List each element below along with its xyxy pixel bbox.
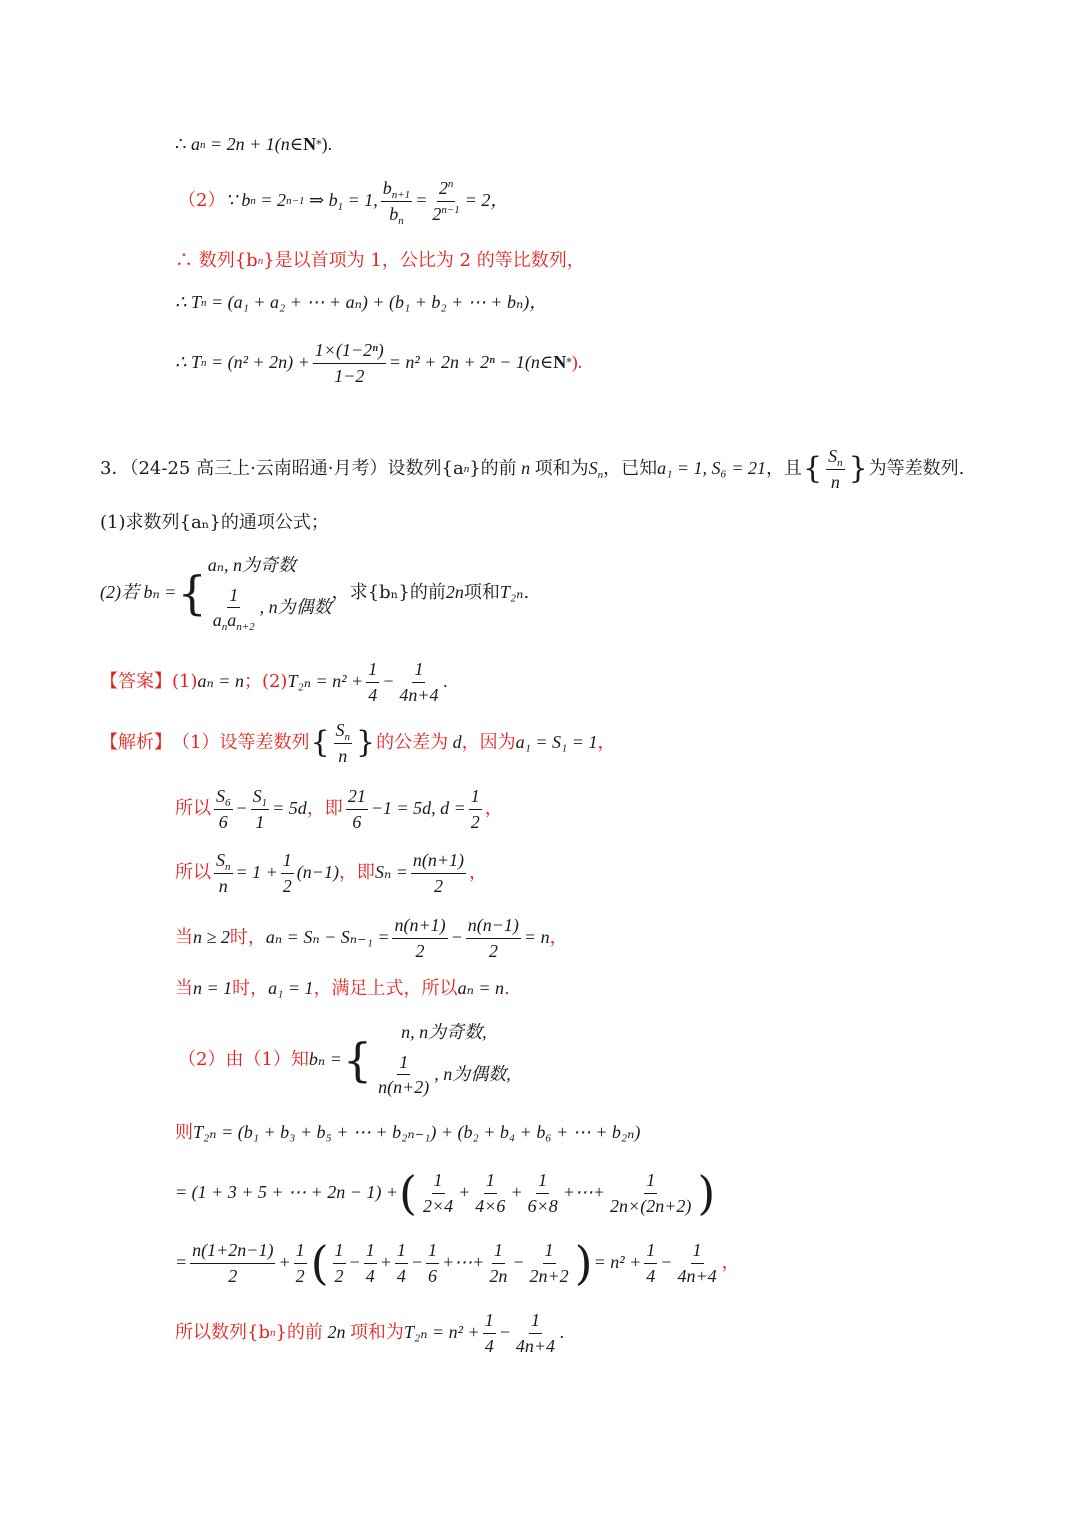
- analysis-conclusion-2: }的前: [275, 1322, 323, 1344]
- analysis-an-diff: aₙ = Sₙ − Sₙ₋₁ =: [265, 927, 390, 948]
- math-close-2: ).: [571, 352, 583, 373]
- analysis-line-3: 所以 $\frac{S_n}{n}$ = 1 + $\frac{1}{2}$ (n−1) ，即 Sₙ = $\frac{n(n+1)}{2}$ ，: [175, 850, 488, 896]
- analysis-T2n-split: T₂ₙ = (b₁ + b₃ + b₅ + ⋯ + b₂ₙ₋₁) + (b₂ + b₄ + b₆ + ⋯ + b₂ₙ): [193, 1122, 641, 1142]
- analysis-period: .: [504, 978, 510, 999]
- analysis-line-6: [178, 1022, 511, 1098]
- line-bn-ratio: （2） ∵ b n = 2 n−1 ⇒ $b_1 = 1$, $\frac{b_{n+1}}{b_n}$ = $\frac{2^n}{2^{n-1}}$ = 2，: [178, 178, 509, 227]
- analysis-line-10: 所以数列{b n }的前 2n 项和为 T₂ₙ = n² + $\frac{1}{4}$ − $\frac{1}{4n+4}$ .: [175, 1310, 565, 1356]
- line-geometric: ∴ 数列{b n }是以首项为 1，公比为 2 的等比数列，: [175, 250, 585, 271]
- analysis-5d: = 5d: [272, 798, 307, 819]
- case-even: , n为偶数: [259, 596, 332, 617]
- question-3-source: 3．（24-25 高三上·云南昭通·月考）设数列{a: [100, 458, 464, 480]
- stem-given: a₁ = 1, S₆ = 21: [657, 458, 766, 479]
- fraction-geometric-sum: $\frac{\text{1×(1−2ⁿ)}}{1-2}$: [314, 340, 384, 386]
- analysis-line-1: 【解析】 （1）设等差数列 { $\frac{S_n}{n}$ } 的公差为 d ，因为 a₁ = S₁ = 1 ，: [100, 720, 616, 766]
- math-an: a: [190, 134, 200, 154]
- stem-text-5: 为等差数列.: [868, 458, 965, 480]
- part-2-count: 2n: [445, 582, 464, 603]
- fraction-one-quarter: $\frac{1}{4}$: [368, 659, 378, 705]
- analysis-n-eq-1: n = 1: [193, 978, 233, 998]
- answer-2-label: (2): [261, 671, 288, 693]
- analysis-comma-3: ，: [469, 862, 488, 884]
- answer-1-label: (1): [172, 671, 198, 693]
- analysis-label: 【解析】: [100, 732, 172, 754]
- answer-line: 【答案】 (1) aₙ = n ； (2) T₂ₙ = n² + $\frac{1}{4}$ − $\frac{1}{4n+4}$ .: [100, 659, 449, 705]
- analysis-text-2: 的公差为: [376, 732, 449, 754]
- analysis-eq-2: =: [175, 1252, 188, 1273]
- analysis-d-value: −1 = 5d, d =: [370, 798, 466, 819]
- question-3-stem: 3．（24-25 高三上·云南昭通·月考）设数列{a n }的前 n 项和为 $S_n$ ，已知 a₁ = 1, S₆ = 21 ，且 { $\frac{S_n}{n}$ } 为等差数列.: [100, 446, 965, 492]
- part-two-label: （2）: [178, 190, 226, 212]
- analysis-n-ge-2: n ≥ 2: [193, 927, 230, 948]
- analysis-ie-2: ，即: [338, 862, 375, 884]
- part-2-text: ，求{bₙ}的前: [331, 582, 446, 604]
- geometric-text: ∴ 数列{b: [175, 250, 258, 271]
- case-even-2: , n为偶数,: [434, 1063, 511, 1084]
- math-close: ).: [321, 134, 333, 154]
- analysis-time: 时，: [229, 927, 266, 949]
- analysis-when-2: 当: [175, 978, 193, 999]
- analysis-an-eq-n: aₙ = n: [457, 978, 505, 998]
- math-ratio-value: = 2，: [464, 190, 509, 211]
- stem-text: }的前: [469, 458, 517, 480]
- analysis-final: T₂ₙ = n² +: [403, 1322, 480, 1343]
- case-odd-2: n, n为奇数,: [401, 1022, 487, 1042]
- analysis-so-2: 所以: [175, 862, 211, 884]
- math-Tn-split: = (a₁ + a₂ + ⋯ + aₙ) + (b₁ + b₂ + ⋯ + bₙ)，: [210, 292, 548, 312]
- analysis-comma-2: ，: [484, 798, 503, 820]
- math-an-value: = 2n + 1(n∈: [209, 134, 304, 154]
- line-Tn-result: ∴ T n = (n² + 2n) + $\frac{\text{1×(1−2ⁿ)}}{1-2}$ = n² + 2n + 2ⁿ − 1(n∈ N * ).: [175, 340, 583, 386]
- analysis-comma-5: ，: [721, 1252, 740, 1274]
- analysis-eq-n: = n: [523, 927, 550, 948]
- analysis-comma: ，: [597, 732, 616, 754]
- answer-sep: ；: [243, 671, 262, 693]
- analysis-Sn: Sₙ =: [374, 862, 408, 883]
- line-an-formula: ∴ a n = 2n + 1(n∈ N * ).: [175, 134, 333, 154]
- math-bn: ∵ b: [225, 190, 251, 211]
- question-3-part-2: [100, 555, 530, 634]
- analysis-conclusion: 所以数列{b: [175, 1322, 270, 1344]
- part-2-lead: (2)若 bₙ =: [100, 582, 177, 603]
- analysis-result: = n² +: [593, 1252, 642, 1273]
- answer-2-expr: T₂ₙ = n² +: [287, 671, 364, 692]
- math-power: = 2: [260, 190, 287, 211]
- analysis-when: 当: [175, 927, 193, 949]
- math-Tn-2: ∴ T: [175, 352, 201, 373]
- analysis-text-3: ，因为: [461, 732, 516, 754]
- math-Tn-arith: = (n² + 2n) +: [210, 352, 310, 373]
- fraction-answer: $\frac{1}{4n+4}$: [399, 659, 439, 705]
- analysis-then: 则: [175, 1122, 193, 1143]
- analysis-line-9: = $\frac{n(1+2n-1)}{2}$ + $\frac{1}{2}$ ( $\frac{1}{2}$ − $\frac{1}{4}$ + $\frac{1}{4}$ − $\frac{1}{6}$ +⋯+ $\frac{1}{2n}$ − $\frac{1}{2n+2}$ ) = n² + $\frac{1}{4}$ − $\frac{1}{4n+4}$ ，: [175, 1236, 740, 1291]
- analysis-so: 所以: [175, 798, 211, 820]
- math-N-star: N: [303, 134, 317, 154]
- analysis-a1: a₁ = 1: [268, 978, 314, 998]
- analysis-final-period: .: [560, 1322, 565, 1343]
- stem-text-4: ，且: [765, 458, 802, 480]
- question-3-part-1: [100, 512, 329, 534]
- analysis-eq: = 1 +: [235, 862, 278, 883]
- answer-1-expr: aₙ = n: [197, 671, 244, 692]
- answer-label: 【答案】: [100, 671, 172, 693]
- geometric-text-tail: }是以首项为 1，公比为 2 的等比数列，: [263, 250, 585, 271]
- analysis-n-minus-1: (n−1): [296, 862, 339, 883]
- math-Tn: ∴ T: [175, 292, 201, 312]
- analysis-time-2: 时，: [232, 978, 269, 999]
- analysis-odd-sum: = (1 + 3 + 5 + ⋯ + 2n − 1) +: [175, 1182, 399, 1203]
- analysis-line-7: [175, 1122, 640, 1144]
- case-odd: aₙ, n为奇数: [207, 555, 297, 575]
- analysis-line-8: = (1 + 3 + 5 + ⋯ + 2n − 1) + ( $\frac{1}{2\times 4}$ + $\frac{1}{4\times 6}$ + $\frac{1}{6\times 8}$ +⋯+ $\frac{1}{2n\times(2n+2)}$ ): [175, 1166, 716, 1221]
- stem-text-3: ，已知: [603, 458, 658, 480]
- analysis-line-4: 当 n ≥ 2 时， aₙ = Sₙ − Sₙ₋₁ = $\frac{n(n+1)}{2}$ − $\frac{n(n-1)}{2}$ = n ，: [175, 915, 568, 961]
- analysis-given: a₁ = S₁ = 1: [515, 732, 598, 753]
- fraction-bn-ratio: $\frac{b_{n+1}}{b_n}$: [382, 178, 411, 227]
- analysis-ie: ，即: [306, 798, 343, 820]
- piecewise-bn: { aₙ, n为奇数 $\frac{1}{a_na_{n+2}}$ , n为偶数: [177, 555, 332, 634]
- part-2-end: .: [523, 582, 530, 604]
- stem-text-2: 项和为: [534, 458, 589, 480]
- answer-end: .: [443, 671, 449, 692]
- analysis-satisfies: ，满足上式，所以: [313, 978, 458, 999]
- analysis-bn-eq: bₙ =: [308, 1049, 342, 1070]
- fraction-powers: $\frac{2^n}{2^{n-1}}$: [432, 178, 460, 224]
- analysis-line-2: 所以 $\frac{S_6}{6}$ − $\frac{S_1}{1}$ = 5d ，即 $\frac{21}{6}$ −1 = 5d, d = $\frac{1}{2}$ ，: [175, 786, 503, 832]
- analysis-conclusion-3: 项和为: [349, 1322, 404, 1344]
- analysis-line-5: [175, 978, 510, 1000]
- part-1-text: (1)求数列{aₙ}的通项公式；: [100, 512, 329, 533]
- line-Tn-split: ∴ T n = (a₁ + a₂ + ⋯ + aₙ) + (b₁ + b₂ + ⋯ + bₙ)，: [175, 292, 548, 312]
- analysis-comma-4: ，: [549, 927, 568, 949]
- math-Tn-value: = n² + 2n + 2ⁿ − 1(n∈: [388, 352, 554, 373]
- analysis-text: （1）设等差数列: [172, 732, 310, 754]
- fraction-Sn-over-n: $\frac{S_n}{n}$: [828, 446, 843, 492]
- part-2-text-2: 项和: [463, 582, 500, 604]
- piecewise-bn-2: { n, n为奇数, $\frac{1}{n(n+2)}$ , n为偶数,: [342, 1022, 511, 1098]
- analysis-part-2: （2）由（1）知: [178, 1049, 309, 1071]
- part-2-T2n: T₂ₙ: [499, 582, 524, 603]
